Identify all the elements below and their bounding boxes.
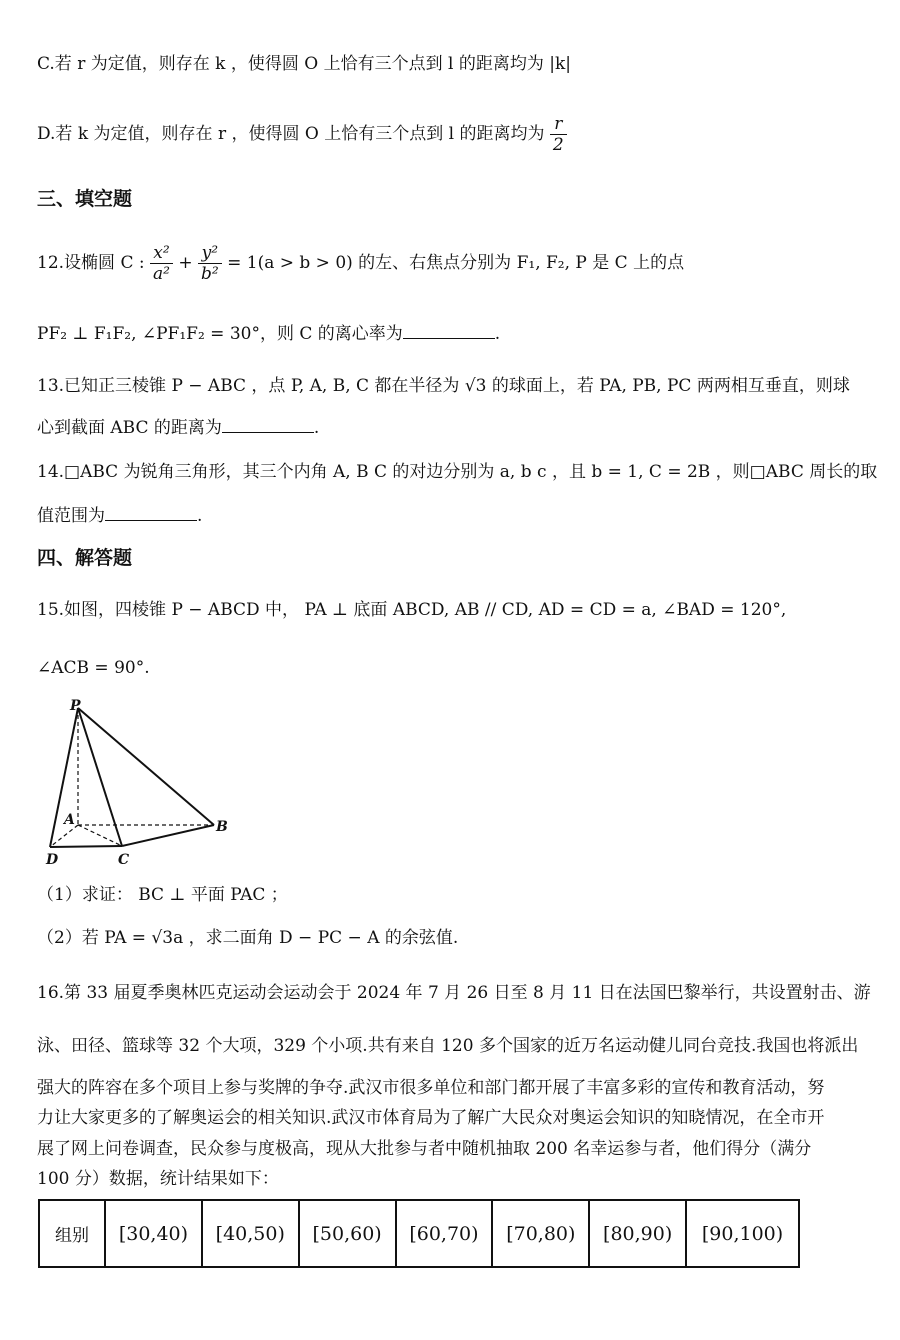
question-16-line1: 16.第 33 届夏季奥林匹克运动会运动会于 2024 年 7 月 26 日至 8 月 11 日在法国巴黎举行，共设置射击、游	[37, 983, 871, 1003]
question-16-line6: 100 分）数据，统计结果如下：	[37, 1169, 279, 1189]
vertex-label-p: P	[70, 698, 81, 714]
question-16-line2: 泳、田径、篮球等 32 个大项，329 个小项.共有来自 120 多个国家的近万名运动健儿同台竞技.我国也将派出	[37, 1036, 859, 1056]
question-15-line2: ∠ACB = 90°.	[37, 658, 150, 678]
fraction-denominator: b²	[201, 264, 219, 284]
question-15-part2: （2）若 PA = √3a ，求二面角 D − PC − A 的余弦值.	[37, 928, 459, 948]
vertex-label-c: C	[118, 852, 130, 868]
q12-fraction-y	[198, 243, 222, 284]
question-16-line5: 展了网上问卷调查，民众参与度极高，现从大批参与者中随机抽取 200 名幸运参与者，他们得分（满分	[37, 1139, 812, 1159]
fraction-numerator: r	[550, 114, 567, 135]
answer-blank[interactable]	[222, 416, 314, 433]
fraction-denominator: a²	[152, 264, 170, 284]
table-row	[39, 1200, 799, 1267]
table-cell: [90,100)	[686, 1200, 799, 1267]
q12-condition: PF₂ ⊥ F₁F₂, ∠PF₁F₂ = 30°，则 C 的离心率为	[37, 324, 403, 344]
option-d-text: D.若 k 为定值，则存在 r ，使得圆 O 上恰有三个点到 l 的距离均为	[37, 124, 545, 144]
question-14-line1: 14.□ABC 为锐角三角形，其三个内角 A, B C 的对边分别为 a, b c ，且 b = 1, C = 2B ，则□ABC 周长的取	[37, 462, 878, 482]
q12-fraction-x	[150, 243, 173, 284]
q12-period: .	[494, 324, 501, 344]
fraction-numerator: y²	[198, 243, 222, 264]
question-15-part1: （1）求证： BC ⊥ 平面 PAC ；	[37, 885, 288, 905]
section-solve-title: 四、解答题	[37, 547, 133, 569]
q14-period: .	[197, 506, 203, 526]
pyramid-figure	[40, 696, 240, 880]
q13-text: 心到截面 ABC 的距离为	[37, 418, 222, 438]
q12-suffix: = 1(a > b > 0) 的左、右焦点分别为 F₁, F₂, P 是 C 上的点	[227, 253, 685, 273]
question-13-line1: 13.已知正三棱锥 P − ABC ，点 P, A, B, C 都在半径为 √3 的球面上，若 PA, PB, PC 两两相互垂直，则球	[37, 376, 850, 396]
question-15-line1: 15.如图，四棱锥 P − ABCD 中， PA ⊥ 底面 ABCD, AB // CD, AD = CD = a, ∠BAD = 120°,	[37, 600, 787, 620]
table-cell: [40,50)	[202, 1200, 299, 1267]
option-c: C.若 r 为定值，则存在 k ，使得圆 O 上恰有三个点到 l 的距离均为 |k|	[37, 54, 571, 74]
question-14-line2	[37, 504, 202, 528]
table-cell: [50,60)	[299, 1200, 396, 1267]
vertex-label-b: B	[216, 819, 228, 835]
section-fill-in-title: 三、填空题	[37, 188, 133, 210]
pyramid-diagram	[40, 696, 240, 876]
edge-dc	[50, 846, 122, 847]
option-d-fraction	[550, 114, 567, 155]
answer-blank[interactable]	[105, 504, 197, 521]
question-12-line2	[37, 322, 500, 346]
table-cell: [30,40)	[105, 1200, 202, 1267]
table-header-cell: 组别	[39, 1200, 105, 1267]
question-16-line4: 力让大家更多的了解奥运会的相关知识.武汉市体育局为了解广大民众对奥运会知识的知晓情况，在全市开	[37, 1108, 825, 1128]
q12-plus: +	[178, 253, 193, 273]
table-cell: [70,80)	[492, 1200, 589, 1267]
q12-prefix: 12.设椭圆 C :	[37, 253, 145, 273]
option-d	[37, 112, 567, 156]
vertex-label-d: D	[46, 852, 59, 868]
edge-cb	[122, 825, 214, 846]
edge-pb	[78, 708, 214, 825]
answer-blank[interactable]	[403, 322, 495, 339]
table-cell: [80,90)	[589, 1200, 686, 1267]
question-16-line3: 强大的阵容在多个项目上参与奖牌的争夺.武汉市很多单位和部门都开展了丰富多彩的宣传和教育活动，努	[37, 1078, 825, 1098]
fraction-numerator: x²	[150, 243, 173, 264]
vertex-label-a: A	[64, 812, 75, 828]
question-13-line2	[37, 416, 319, 440]
fraction-denominator: 2	[552, 135, 564, 155]
table-cell: [60,70)	[396, 1200, 493, 1267]
q13-period: .	[313, 418, 320, 438]
question-12-line1	[37, 240, 684, 286]
q14-text: 值范围为	[37, 506, 105, 526]
score-table	[38, 1199, 800, 1268]
